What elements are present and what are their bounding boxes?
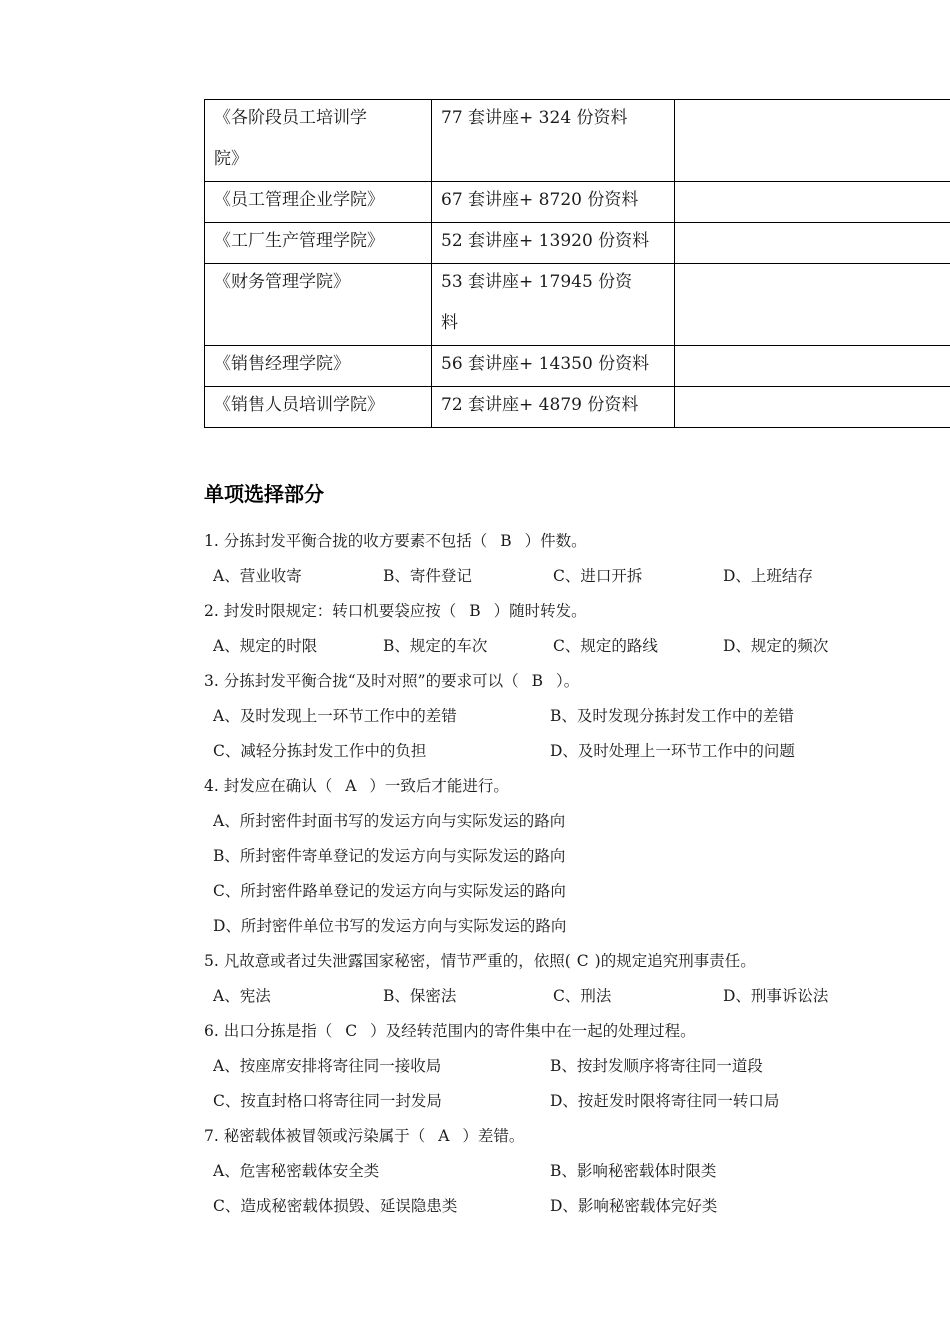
table-cell-extra xyxy=(675,387,950,428)
table-cell-extra xyxy=(675,264,950,346)
option-row xyxy=(204,632,904,667)
table-cell-extra xyxy=(675,223,950,264)
section-title: 单项选择部分 xyxy=(204,482,324,506)
table-cell-content: 56 套讲座+ 14350 份资料 xyxy=(432,346,675,387)
question-text: 2. 封发时限规定：转口机要袋应按（ xyxy=(204,602,457,620)
answer-letter: A xyxy=(345,777,357,795)
option-c: C、造成秘密载体损毁、延误隐患类 xyxy=(213,1197,458,1215)
question-stem xyxy=(204,667,904,702)
table-cell-name: 《财务管理学院》 xyxy=(205,264,432,346)
table-row xyxy=(205,182,950,223)
table-cell-extra xyxy=(675,346,950,387)
answer-letter: A xyxy=(438,1127,450,1145)
question-stem xyxy=(204,1122,904,1157)
option-a: A、营业收寄 xyxy=(213,567,302,585)
option-d: D、上班结存 xyxy=(723,567,813,585)
answer-letter: C xyxy=(345,1022,358,1040)
question-text-end: ）及经转范围内的寄件集中在一起的处理过程。 xyxy=(370,1022,696,1040)
question-text-end: ）随时转发。 xyxy=(493,602,587,620)
table-cell-content: 52 套讲座+ 13920 份资料 xyxy=(432,223,675,264)
option-a: A、危害秘密载体安全类 xyxy=(213,1162,380,1180)
table-cell-content: 53 套讲座+ 17945 份资料 xyxy=(432,264,675,346)
table-row xyxy=(205,264,950,346)
question-stem xyxy=(204,1017,904,1052)
option-c: C、进口开拆 xyxy=(553,567,643,585)
question-text: 7. 秘密载体被冒领或污染属于（ xyxy=(204,1127,426,1145)
question-stem xyxy=(204,947,904,982)
option-c: C、按直封格口将寄往同一封发局 xyxy=(213,1092,442,1110)
table-cell-content: 72 套讲座+ 4879 份资料 xyxy=(432,387,675,428)
option-row xyxy=(204,1052,904,1087)
option-d: D、按赶发时限将寄往同一转口局 xyxy=(550,1092,780,1110)
question-stem xyxy=(204,597,904,632)
option-row xyxy=(204,807,904,842)
table-cell-extra xyxy=(675,182,950,223)
table-row xyxy=(205,387,950,428)
option-d: D、所封密件单位书写的发运方向与实际发运的路向 xyxy=(213,917,567,935)
table-cell-name: 《各阶段员工培训学院》 xyxy=(205,100,432,182)
option-d: D、影响秘密载体完好类 xyxy=(550,1197,718,1215)
answer-letter: B xyxy=(469,602,481,620)
question-text-end: ）件数。 xyxy=(524,532,587,550)
option-d: D、刑事诉讼法 xyxy=(723,987,829,1005)
option-d: D、及时处理上一环节工作中的问题 xyxy=(550,742,795,760)
option-b: B、规定的车次 xyxy=(383,637,488,655)
table-cell-extra xyxy=(675,100,950,182)
table-row xyxy=(205,100,950,182)
option-c: C、刑法 xyxy=(553,987,612,1005)
option-a: A、所封密件封面书写的发运方向与实际发运的路向 xyxy=(213,812,566,830)
option-a: A、及时发现上一环节工作中的差错 xyxy=(213,707,457,725)
option-row xyxy=(204,1157,904,1192)
table-cell-name: 《工厂生产管理学院》 xyxy=(205,223,432,264)
question-text: 4. 封发应在确认（ xyxy=(204,777,333,795)
option-row xyxy=(204,702,904,737)
table-cell-name: 《销售经理学院》 xyxy=(205,346,432,387)
option-c: C、规定的路线 xyxy=(553,637,658,655)
option-row xyxy=(204,842,904,877)
option-d: D、规定的频次 xyxy=(723,637,829,655)
option-b: B、按封发顺序将寄往同一道段 xyxy=(550,1057,763,1075)
option-row xyxy=(204,982,904,1017)
table-cell-content: 67 套讲座+ 8720 份资料 xyxy=(432,182,675,223)
option-c: C、所封密件路单登记的发运方向与实际发运的路向 xyxy=(213,882,566,900)
question-list xyxy=(204,527,904,1227)
table-cell-name: 《员工管理企业学院》 xyxy=(205,182,432,223)
question-text: 1. 分拣封发平衡合拢的收方要素不包括（ xyxy=(204,532,488,550)
question-text: 6. 出口分拣是指（ xyxy=(204,1022,333,1040)
question-text-end: ）差错。 xyxy=(462,1127,525,1145)
option-b: B、寄件登记 xyxy=(383,567,472,585)
question-text: 5. 凡故意或者过失泄露国家秘密，情节严重的，依照( xyxy=(204,952,571,970)
option-row xyxy=(204,912,904,947)
option-row xyxy=(204,1192,904,1227)
option-a: A、宪法 xyxy=(213,987,271,1005)
table-row xyxy=(205,223,950,264)
question-stem xyxy=(204,772,904,807)
option-row xyxy=(204,737,904,772)
resource-table xyxy=(204,99,950,428)
table-row xyxy=(205,346,950,387)
question-text-end: )的规定追究刑事责任。 xyxy=(594,952,756,970)
option-b: B、所封密件寄单登记的发运方向与实际发运的路向 xyxy=(213,847,566,865)
option-row xyxy=(204,562,904,597)
option-b: B、影响秘密载体时限类 xyxy=(550,1162,717,1180)
option-row xyxy=(204,1087,904,1122)
option-a: A、按座席安排将寄往同一接收局 xyxy=(213,1057,442,1075)
answer-letter: B xyxy=(500,532,512,550)
table-cell-name: 《销售人员培训学院》 xyxy=(205,387,432,428)
answer-letter: B xyxy=(531,672,543,690)
question-stem xyxy=(204,527,904,562)
question-text-end: ）一致后才能进行。 xyxy=(369,777,509,795)
question-text-end: ）。 xyxy=(555,672,580,690)
question-text: 3. 分拣封发平衡合拢“及时对照”的要求可以（ xyxy=(204,672,519,690)
option-row xyxy=(204,877,904,912)
table-cell-content: 77 套讲座+ 324 份资料 xyxy=(432,100,675,182)
option-a: A、规定的时限 xyxy=(213,637,318,655)
option-c: C、减轻分拣封发工作中的负担 xyxy=(213,742,427,760)
answer-letter: C xyxy=(576,952,589,970)
option-b: B、及时发现分拣封发工作中的差错 xyxy=(550,707,794,725)
option-b: B、保密法 xyxy=(383,987,457,1005)
